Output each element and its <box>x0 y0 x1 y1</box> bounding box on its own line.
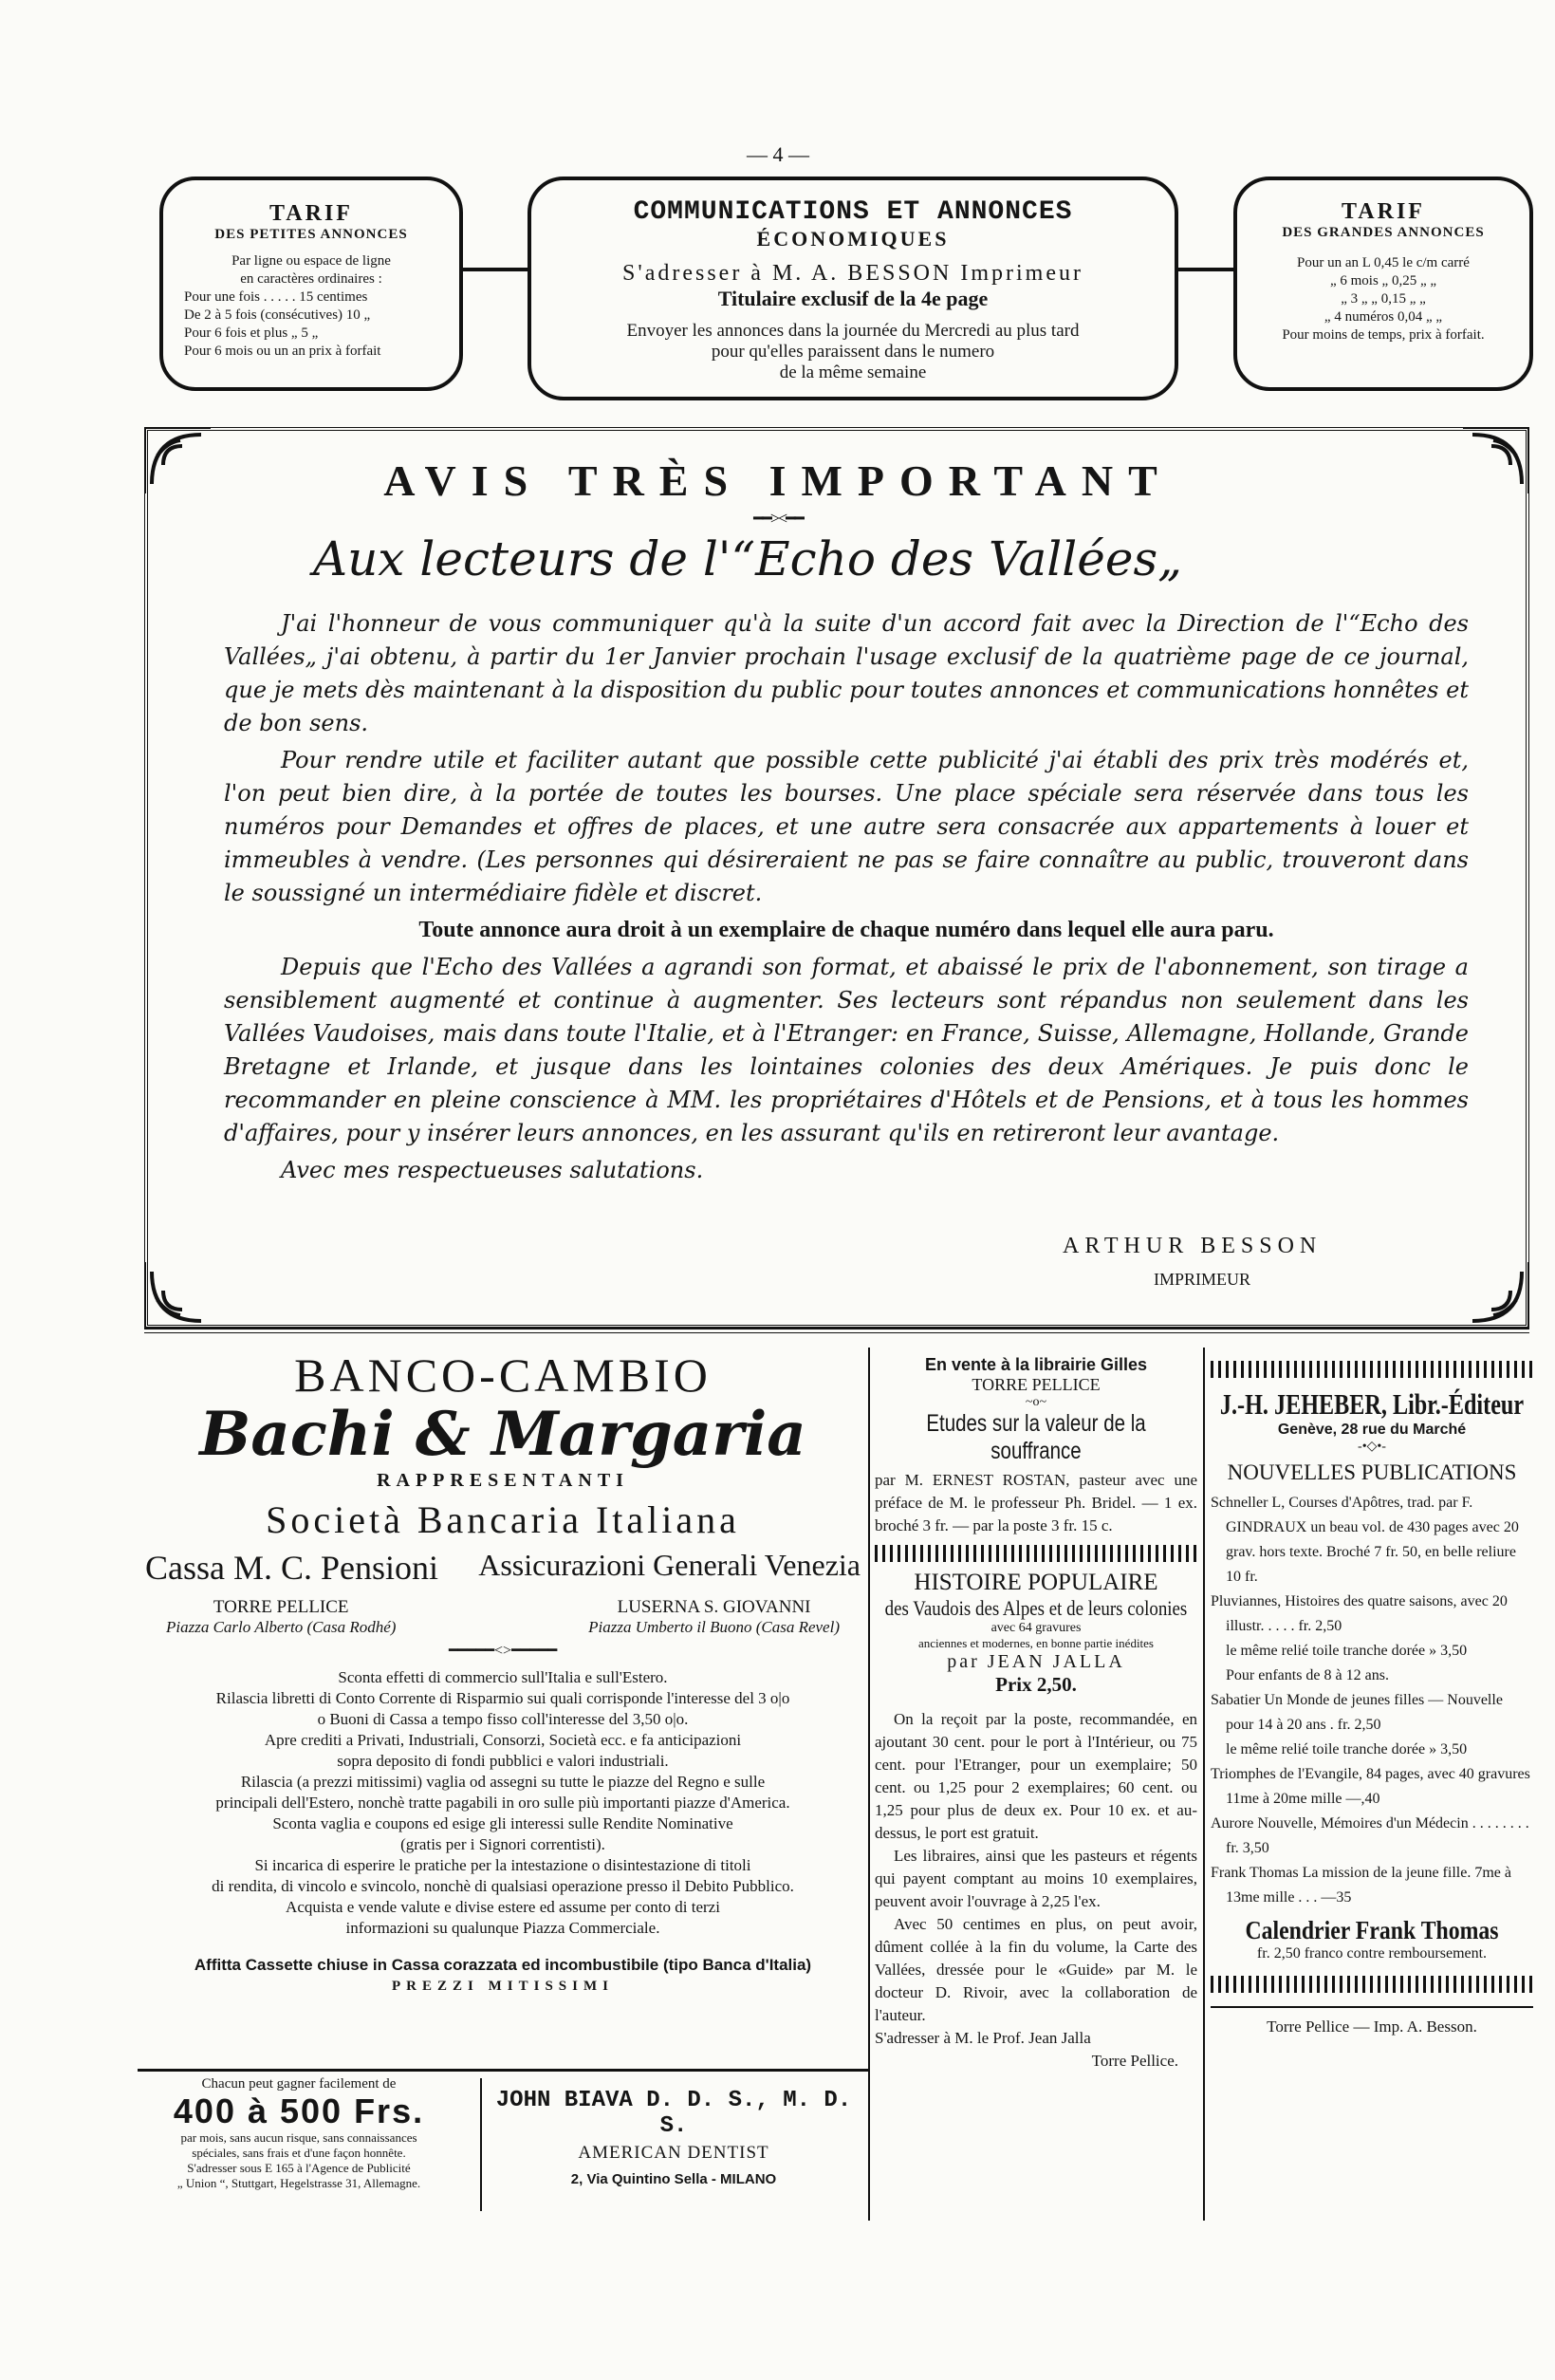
jeheber-item: Frank Thomas La mission de la jeune fille. 7me à 13me mille . . . —35 <box>1211 1865 1511 1906</box>
page-number: — 4 — <box>747 142 809 166</box>
gilles-book2-grav: avec 64 gravures <box>990 1621 1082 1635</box>
gain-ad <box>133 2076 465 2191</box>
banco-line: Acquista e vende valute e divise estere ed assume per conto di terzi <box>286 1898 720 1916</box>
tarif-petites-row: Pour 6 mois ou un an prix à forfait <box>184 344 381 359</box>
ornament-connector <box>1178 268 1233 271</box>
gilles-para: Avec 50 centimes en plus, on peut avoir, dûment collée à la fin du volume, la Carte des Vallées, dressée pour le «Guide» par M. le docteur D. Rivoir, avec la collaboration de l'auteur. <box>875 1915 1197 2024</box>
communications-subtitle: ÉCONOMIQUES <box>756 227 950 251</box>
notice-paragraph: Depuis que l'Echo des Vallées a agrandi son format, et abaissé le prix de l'abonnement, son tirage a sensiblement augmenté et continue à augmenter. Ses lecteurs sont répandus non seulement dans les Vallées Vaudoises, mais dans toute l'Italie, et à l'Etranger: en France, Suisse, Allemagne, Hollande, Grande Bretagne et Irlande, et jusque dans les lointaines colonies des deux Amériques. Je puis donc le recommander en pleine conscience à MM. les propriétaires d'Hôtels et de Pensions, et à tous les hommes d'affaires, pour y insérer leurs annonces, en les assurant qu'ils en retireront leur avantage. <box>224 954 1469 1146</box>
notice-paragraph: Pour rendre utile et faciliter autant que possible cette publicité j'ai établi des prix très modérés et, l'on peut bien dire, à la portée de toutes les bourses. Une place spéciale sera réservée dans tous les numéros pour Demandes et offres de places, et une autre sera consacrée aux appartements à louer et immeubles à vendre. (Les personnes qui désireraient ne pas se faire connaître au public, trouveront dans le soussigné un intermédiaire fidèle et discret. <box>224 747 1469 906</box>
communications-line5: de la même semaine <box>779 363 927 382</box>
banco-torre: TORRE PELLICE <box>213 1597 349 1617</box>
banco-name: Bachi & Margaria <box>199 1399 806 1470</box>
jeheber-item: Pour enfants de 8 à 12 ans. <box>1226 1667 1389 1683</box>
notice-divider: ━━><━━ <box>753 509 803 528</box>
tarif-petites-subtitle: DES PETITES ANNONCES <box>214 227 408 242</box>
gilles-book1-text: par M. ERNEST ROSTAN, pasteur avec une préface de M. le professeur Ph. Bridel. — 1 ex. broché 3 fr. — par la poste 3 fr. 15 c. <box>875 1471 1197 1534</box>
tarif-petites-line2: en caractères ordinaires : <box>240 271 382 287</box>
ornament-band <box>1211 1976 1533 1993</box>
tarif-grandes-title: TARIF <box>1342 199 1425 224</box>
gilles-book2-title1: HISTOIRE POPULAIRE <box>914 1570 1158 1595</box>
gilles-book2-author: par JEAN JALLA <box>947 1651 1125 1672</box>
communications-box <box>528 177 1178 400</box>
banco-assicurazioni: Assicurazioni Generali Venezia <box>478 1548 861 1582</box>
divider <box>868 1348 870 2221</box>
banco-line: sopra deposito di fondi pubblici e valori industriali. <box>337 1752 669 1770</box>
divider <box>144 1332 1529 1333</box>
gain-amount: 400 à 500 Frs. <box>173 2092 425 2130</box>
dentist-role: AMERICAN DENTIST <box>578 2143 769 2163</box>
tarif-grandes-row: Pour moins de temps, prix à forfait. <box>1282 327 1485 343</box>
gain-line: spéciales, sans frais et d'une façon honnête. <box>192 2146 406 2160</box>
ornament-corner-icon <box>1463 1262 1529 1329</box>
divider <box>144 1327 1529 1329</box>
banco-lines <box>138 1667 868 1939</box>
banco-societa: Società Bancaria Italiana <box>266 1498 740 1541</box>
divider <box>138 2069 868 2072</box>
jeheber-address: Genève, 28 rue du Marché <box>1277 1422 1467 1438</box>
banco-line: Apre crediti a Privati, Industriali, Consorzi, Società ecc. e fa anticipazioni <box>264 1731 742 1749</box>
ornament-corner-icon <box>144 1262 211 1329</box>
jeheber-item: Aurore Nouvelle, Mémoires d'un Médecin . . . . . . . . fr. 3,50 <box>1211 1815 1529 1856</box>
gilles-section <box>875 1355 1197 2073</box>
notice-title: AVIS TRÈS IMPORTANT <box>383 456 1173 505</box>
banco-branches <box>138 1597 868 1637</box>
communications-line2: Titulaire exclusif de la 4e page <box>717 287 989 310</box>
notice-signature: ARTHUR BESSON <box>1063 1234 1323 1258</box>
tarif-petites-row: De 2 à 5 fois (consécutives) 10 „ <box>184 307 371 323</box>
banco-line: (gratis per i Signori correntisti). <box>400 1835 605 1853</box>
banco-divider: ━━━━━<>━━━━━ <box>448 1643 558 1659</box>
tarif-grandes-row: „ 3 „ „ 0,15 „ „ <box>1341 291 1426 307</box>
ornament-band <box>875 1545 1197 1562</box>
dentist-address: 2, Via Quintino Sella - MILANO <box>570 2171 777 2187</box>
tarif-petites-line1: Par ligne ou espace de ligne <box>231 253 391 269</box>
tarif-grandes-row: „ 6 mois „ 0,25 „ „ <box>1329 273 1437 288</box>
banco-line: principali dell'Estero, nonchè tratte pagabili in oro sulle più importanti piazze d'America. <box>215 1794 790 1812</box>
tarif-grandes-row: Pour un an L 0,45 le c/m carré <box>1297 255 1470 270</box>
banco-luserna-addr: Piazza Umberto il Buono (Casa Revel) <box>588 1618 840 1636</box>
tarif-petites-row: Pour 6 fois et plus „ 5 „ <box>184 325 319 341</box>
banco-line: Rilascia libretti di Conto Corrente di Risparmio sui quali corrisponde l'interesse del 3 o|o <box>215 1689 790 1707</box>
gilles-header: En vente à la librairie Gilles <box>924 1355 1148 1374</box>
jeheber-item: Pluviannes, Histoires des quatre saisons, avec 20 illustr. . . . . fr. 2,50 <box>1211 1593 1508 1634</box>
gilles-book2-price: Prix 2,50. <box>995 1673 1077 1696</box>
jeheber-footer: Torre Pellice — Imp. A. Besson. <box>1267 2017 1477 2036</box>
jeheber-divider: -•◇•- <box>1358 1440 1386 1454</box>
dentist-name: JOHN BIAVA D. D. S., M. D. S. <box>495 2088 852 2139</box>
banco-line: di rendita, di vincolo e svincolo, nonchè di qualsiasi operazione presso il Debito Pubblico. <box>212 1877 794 1895</box>
communications-line4: pour qu'elles paraissent dans le numero <box>711 342 995 362</box>
jeheber-item: le même relié toile tranche dorée » 3,50 <box>1226 1643 1468 1659</box>
banco-line: Si incarica di esperire le pratiche per la intestazione o disintestazione di titoli <box>254 1856 751 1874</box>
notice-signature-role: IMPRIMEUR <box>1154 1270 1251 1289</box>
gain-line: S'adresser sous E 165 à l'Agence de Publicité <box>187 2161 411 2175</box>
ornament-connector <box>463 268 528 271</box>
tarif-grandes-subtitle: DES GRANDES ANNONCES <box>1282 225 1485 240</box>
communications-line1: S'adresser à M. A. BESSON Imprimeur <box>622 261 1083 286</box>
communications-title: COMMUNICATIONS ET ANNONCES <box>633 197 1073 227</box>
communications-line3: Envoyer les annonces dans la journée du Mercredi au plus tard <box>626 321 1080 341</box>
banco-line: Rilascia (a prezzi mitissimi) vaglia od assegni su tutte le piazze del Regno e sulle <box>240 1773 766 1791</box>
banco-prezzi: PREZZI MITISSIMI <box>392 1979 614 1994</box>
banco-heading: BANCO-CAMBIO <box>294 1348 712 1402</box>
divider <box>1211 2006 1533 2008</box>
banco-row <box>138 1548 868 1588</box>
ornament-corner-icon <box>1463 427 1529 493</box>
jeheber-item: Schneller L, Courses d'Apôtres, trad. par F. GINDRAUX un beau vol. de 430 pages avec 20 grav. hors texte. Broché 7 fr. 50, en belle reliure 10 fr. <box>1211 1495 1519 1585</box>
gilles-para: Torre Pellice. <box>1091 2052 1178 2070</box>
gilles-book2-grav2: anciennes et modernes, en bonne partie inédites <box>918 1636 1154 1650</box>
gilles-book2-title2: des Vaudois des Alpes et de leurs colonies <box>884 1596 1188 1620</box>
jeheber-heading: NOUVELLES PUBLICATIONS <box>1227 1460 1517 1484</box>
tarif-grandes-row: „ 4 numéros 0,04 „ „ <box>1324 309 1443 325</box>
notice-paragraph: Toute annonce aura droit à un exemplaire de chaque numéro dans lequel elle aura paru. <box>418 918 1274 942</box>
tarif-petites-title: TARIF <box>269 201 353 226</box>
banco-line: o Buoni di Cassa a tempo fisso coll'interesse del 3,50 o|o. <box>317 1710 689 1728</box>
gilles-para: S'adresser à M. le Prof. Jean Jalla <box>875 2029 1091 2047</box>
tarif-petites-row: Pour une fois . . . . . 15 centimes <box>184 289 368 305</box>
banco-luserna: LUSERNA S. GIOVANNI <box>617 1597 811 1617</box>
jeheber-calendrier-price: fr. 2,50 franco contre remboursement. <box>1256 1945 1488 1962</box>
jeheber-item: Triomphes de l'Evangile, 84 pages, avec 40 gravures 11me à 20me mille —,40 <box>1211 1766 1530 1807</box>
notice-paragraph: J'ai l'honneur de vous communiquer qu'à la suite d'un accord fait avec la Direction de l'“Echo des Vallées„ j'ai obtenu, à partir du 1er Janvier prochain l'usage exclusif de la quatrième page de ce journal, que je mets dès maintenant à la disposition du public pour toutes annonces et communications honnêtes et de bon sens. <box>224 610 1469 736</box>
banco-line: Sconta vaglia e coupons ed esige gli interessi sulle Rendite Nominative <box>272 1814 733 1832</box>
jeheber-item: Sabatier Un Monde de jeunes filles — Nouvelle pour 14 à 20 ans . fr. 2,50 <box>1211 1692 1503 1733</box>
banco-line: Sconta effetti di commercio sull'Italia e sull'Estero. <box>338 1668 668 1686</box>
jeheber-item: le même relié toile tranche dorée » 3,50 <box>1226 1741 1468 1757</box>
gilles-book1-title: Etudes sur la valeur de la souffrance <box>926 1410 1146 1464</box>
banco-section <box>138 1348 868 1995</box>
gilles-place: TORRE PELLICE <box>972 1375 1101 1394</box>
gain-line: Chacun peut gagner facilement de <box>201 2076 397 2092</box>
notice-subtitle: Aux lecteurs de l'“Echo des Vallées„ <box>313 531 1183 586</box>
banco-cassa: Cassa M. C. Pensioni <box>145 1549 439 1587</box>
gain-line: „ Union “, Stuttgart, Hegelstrasse 31, Allemagne. <box>176 2176 421 2190</box>
gilles-para: Les libraires, ainsi que les pasteurs et régents qui payent comptant au moins 10 exemplaires, peuvent avoir l'ouvrage à 2,25 l'ex. <box>875 1847 1197 1910</box>
banco-line: informazioni su qualunque Piazza Commerciale. <box>345 1919 660 1937</box>
gilles-para: On la reçoit par la poste, recommandée, en ajoutant 30 cent. pour le port à l'Intérieur, ou 75 cent. pour l'Etranger, pour un exemplaire; 50 cent. ou 1,25 pour 2 exemplaires; 60 cent. ou 1,25 pour plus de deux ex. Pour 10 ex. et au-dessus, le port est gratuit. <box>875 1710 1197 1842</box>
jeheber-section <box>1211 1355 1533 2036</box>
ornament-band <box>1211 1361 1533 1378</box>
tarif-grandes-box <box>1233 177 1533 391</box>
notice-body <box>224 607 1469 1191</box>
gain-line: par mois, sans aucun risque, sans connaissances <box>180 2130 417 2145</box>
gilles-divider: ~o~ <box>1025 1395 1047 1409</box>
banco-affitta: Affitta Cassette chiuse in Cassa corazzata ed incombustibile (tipo Banca d'Italia) <box>194 1956 812 1974</box>
banco-rappresentanti: RAPPRESENTANTI <box>377 1470 629 1491</box>
dentist-ad <box>489 2088 859 2187</box>
tarif-petites-box <box>159 177 463 391</box>
banco-torre-addr: Piazza Carlo Alberto (Casa Rodhé) <box>166 1618 397 1636</box>
divider <box>480 2078 482 2211</box>
notice-paragraph: Avec mes respectueuses salutations. <box>281 1157 704 1183</box>
divider <box>1203 1348 1205 2221</box>
jeheber-name: J.-H. JEHEBER, Libr.-Éditeur <box>1219 1387 1525 1421</box>
ornament-corner-icon <box>144 427 211 493</box>
jeheber-calendrier: Calendrier Frank Thomas <box>1245 1916 1499 1944</box>
